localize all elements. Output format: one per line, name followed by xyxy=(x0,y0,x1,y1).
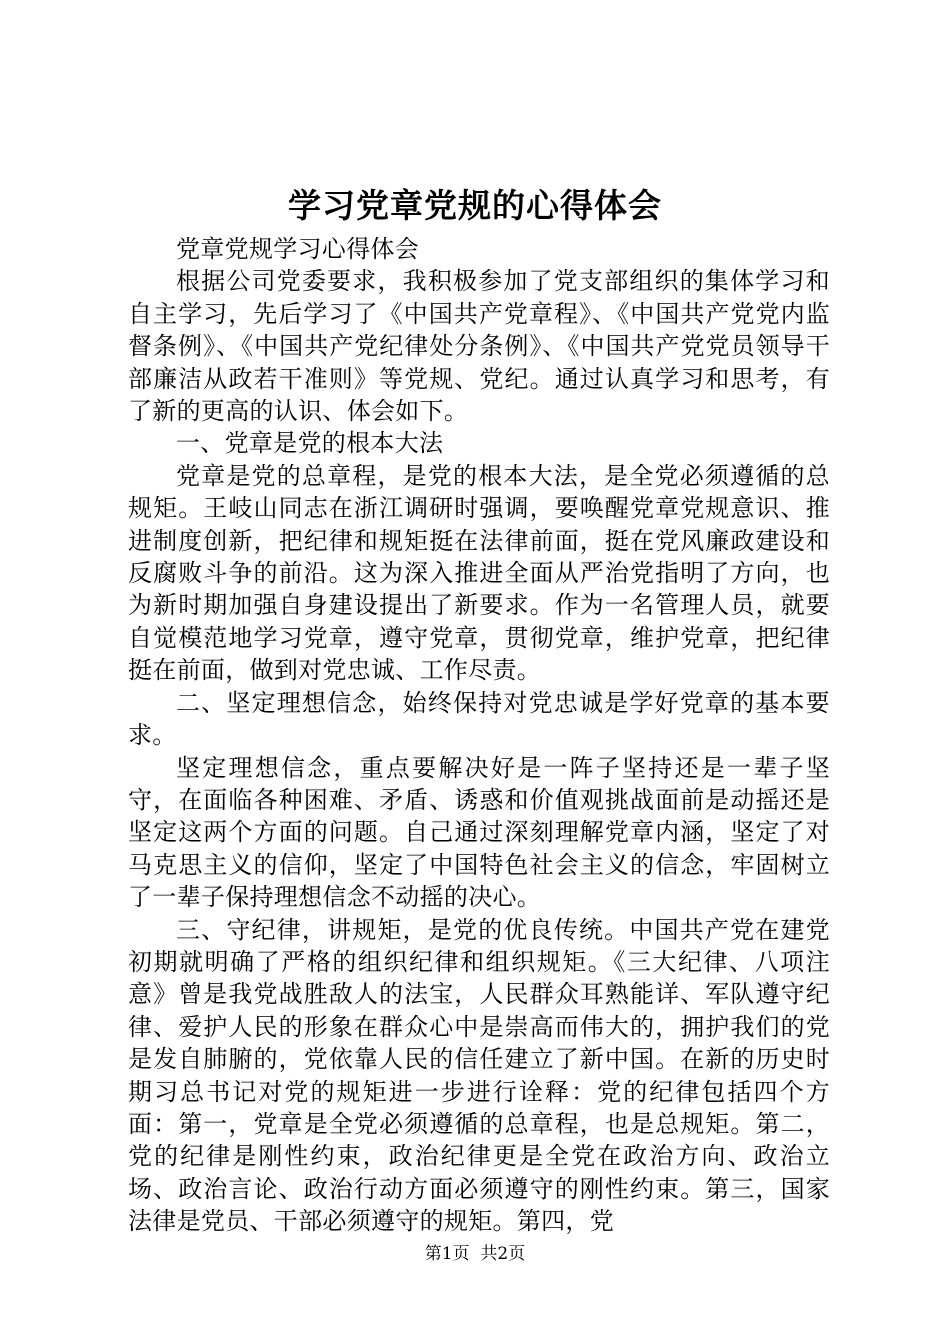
section-heading-1: 一、党章是党的根本大法 xyxy=(176,429,444,458)
page-number: 第1页 xyxy=(424,1244,470,1264)
paragraph-subtitle: 党章党规学习心得体会 xyxy=(176,235,419,263)
document-title: 学习党章党规的心得体会 xyxy=(288,186,662,225)
paragraph-intro: 根据公司党委要求，我积极参加了党支部组织的集体学习和自主学习，先后学习了《中国共产党章程》、《中国共产党党内监督条例》、《中国共产党纪律处分条例》、《中国共产党党员领导干部廉洁从政若干准则》等党规、党纪。通过认真学习和思考，有了新的更高的认识、体会如下。 xyxy=(128,267,830,426)
paragraph-section-3: 三、守纪律，讲规矩，是党的优良传统。中国共产党在建党初期就明确了严格的组织纪律和组织规矩。《三大纪律、八项注意》曾是我党战胜敌人的法宝，人民群众耳熟能详、军队遵守纪律、爱护人民的形象在群众心中是崇高而伟大的，拥护我们的党是发自肺腑的，党依靠人民的信任建立了新中国。在新的历史时期习总书记对党的规矩进一步进行诠释：党的纪律包括四个方面：第一，党章是全党必须遵循的总章程，也是总规矩。第二，党的纪律是刚性约束，政治纪律更是全党在政治方向、政治立场、政治言论、政治行动方面必须遵守的刚性约束。第三，国家法律是党员、干部必须遵守的规矩。第四，党 xyxy=(128,915,830,1236)
page-total: 共2页 xyxy=(480,1244,526,1264)
paragraph-section-2: 坚定理想信念，重点要解决好是一阵子坚持还是一辈子坚守，在面临各种困难、矛盾、诱惑和价值观挑战面前是动摇还是坚定这两个方面的问题。自己通过深刻理解党章内涵，坚定了对马克思主义的信仰，坚定了中国特色社会主义的信念，牢固树立了一辈子保持理想信念不动摇的决心。 xyxy=(128,753,830,912)
section-heading-2: 二、坚定理想信念，始终保持对党忠诚是学好党章的基本要求。 xyxy=(128,688,830,750)
paragraph-section-1: 党章是党的总章程，是党的根本大法，是全党必须遵循的总规矩。王岐山同志在浙江调研时强调，要唤醒党章党规意识、推进制度创新，把纪律和规矩挺在法律前面，挺在党风廉政建设和反腐败斗争的前沿。这为深入推进全面从严治党指明了方向，也为新时期加强自身建设提出了新要求。作为一名管理人员，就要自觉模范地学习党章，遵守党章，贯彻党章，维护党章，把纪律挺在前面，做到对党忠诚、工作尽责。 xyxy=(128,461,830,685)
document-body xyxy=(128,233,830,1238)
page-footer xyxy=(0,1242,950,1266)
